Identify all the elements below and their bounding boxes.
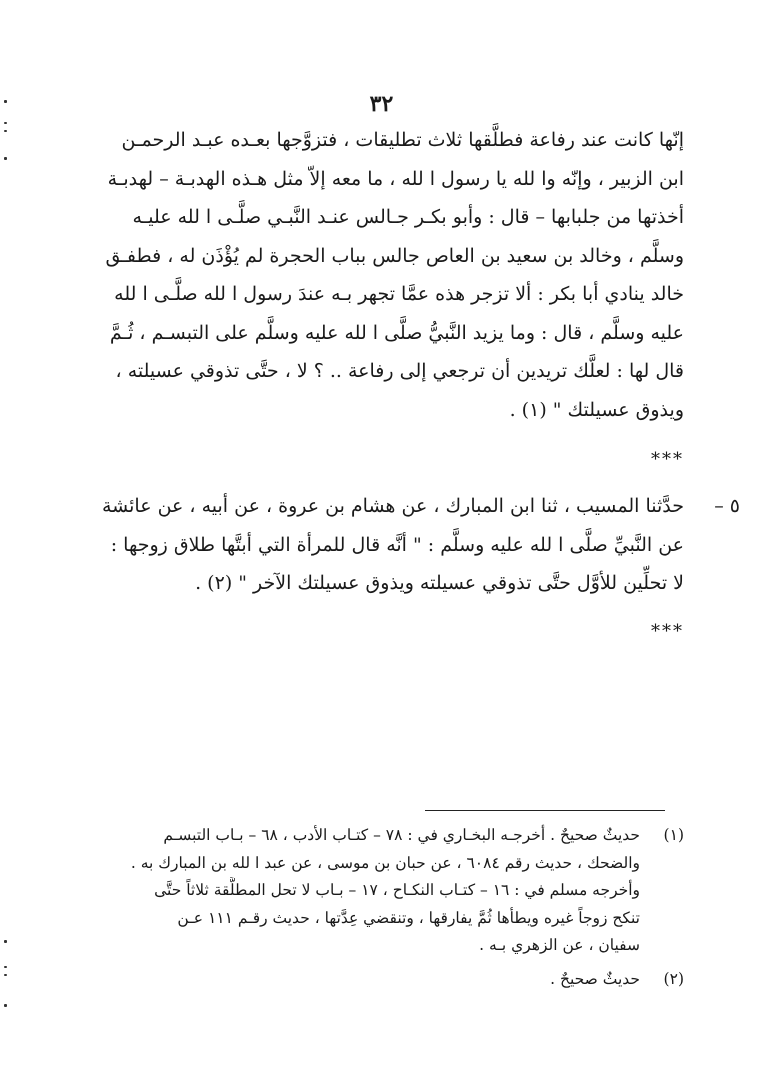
section-separator: *** [651,449,684,470]
footnote-marker: (١) [663,826,684,844]
footnote-line: تنكح زوجاً غيره ويطأها ثُمَّ يفارقها ، وتنقضي عِدَّتها ، حديث رقـم ١١١ عـن [177,908,640,927]
footnote-line: والضحك ، حديث رقم ٦٠٨٤ ، عن حبان بن موسى ، عن عبد ا لله بن المبارك به . [130,853,640,872]
hadith-number: ٥ – [714,495,740,517]
footnote-line: حديثٌ صحيحٌ . [550,969,640,988]
footnote-line: وأخرجه مسلم في : ١٦ – كتـاب النكـاح ، ١٧ – بـاب لا تحل المطلَّقة ثلاثاً حتَّى [154,881,640,899]
scan-edge-mark [4,966,7,968]
page-number: ٣٢ [369,91,394,117]
footnote-1 [70,822,684,960]
scan-edge-mark [4,122,7,124]
footnote-rule [425,810,665,811]
scan-edge-mark [4,940,7,943]
scan-edge-mark [4,157,7,160]
text-line: عن النَّبيِّ صلَّى ا لله عليه وسلَّم : " أنَّه قال للمرأة التي أبتَّها طلاق زوجها : [110,533,684,556]
text-line: خالد ينادي أبا بكر : ألا تزجر هذه عمَّا تجهر بـه عندَ رسول ا لله صلَّـى ا لله [114,283,684,305]
text-line: لا تحلِّين للأوَّل حتَّى تذوقي عسيلته ويذوق عسيلتك الآخر " (٢) . [195,572,684,594]
text-line: أخذتها من جلبابها – قال : وأبو بكـر جـالس عنـد النَّبـي صلَّـى ا لله عليـه [132,206,684,228]
text-line: حدَّثنا المسيب ، ثنا ابن المبارك ، عن هشام بن عروة ، عن أبيه ، عن عائشة [102,495,684,517]
footnote-line: سفيان ، عن الزهري بـه . [479,936,640,954]
text-line: ابن الزبير ، وإنّه وا لله يا رسول ا لله ، ما معه إلاّ مثل هـذه الهدبـة – لهدبـة [107,167,684,190]
section-separator: *** [651,620,684,642]
text-line: عليه وسلَّم ، قال : وما يزيد النَّبيُّ صلَّى ا لله عليه وسلَّم على التبسـم ، ثُـمَّ [109,321,684,344]
scan-edge-mark [4,974,7,976]
scan-edge-mark [4,130,7,132]
footnote-2 [70,966,684,994]
footnotes [70,822,684,993]
text-line: إنّها كانت عند رفاعة فطلَّقها ثلاث تطليقات ، فتزوَّجها بعـده عبـد الرحمـن [121,129,684,151]
scan-edge-mark [4,1004,7,1007]
text-line: وسلَّم ، وخالد بن سعيد بن العاص جالس بباب الحجرة لم يُؤْذَن له ، فطفـق [105,244,684,267]
hadith-5 [70,487,740,603]
hadith-4-continuation [70,121,684,429]
text-line: قال لها : لعلَّك تريدين أن ترجعي إلى رفاعة .. ؟ لا ، حتَّى تذوقي عسيلته ، [115,360,684,382]
main-text [70,121,740,651]
text-line: ويذوق عسيلتك " (١) . [509,398,684,421]
footnote-line: حديثٌ صحيحٌ . أخرجـه البخـاري في : ٧٨ – كتـاب الأدب ، ٦٨ – بـاب التبسـم [163,826,640,844]
footnote-marker: (٢) [663,969,684,988]
scan-edge-mark [4,100,7,103]
